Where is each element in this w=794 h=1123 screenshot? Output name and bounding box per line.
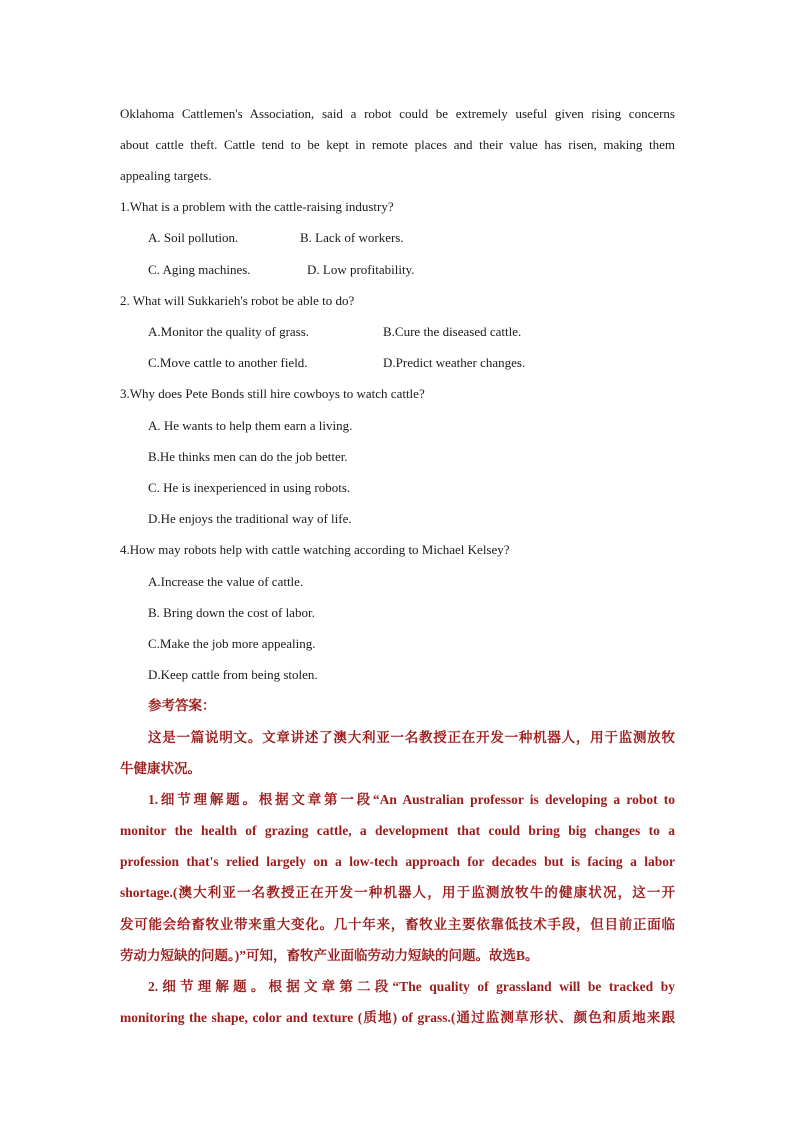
option-a: A. He wants to help them earn a living. bbox=[148, 418, 353, 433]
option-d: D.Predict weather changes. bbox=[383, 355, 526, 370]
option-c: C. He is inexperienced in using robots. bbox=[148, 480, 351, 495]
option-a: A.Increase the value of cattle. bbox=[148, 574, 304, 589]
option-row bbox=[148, 230, 404, 246]
option-c: C.Make the job more appealing. bbox=[148, 636, 316, 651]
explanation-line: monitor the health of grazing cattle, a development that could bring big changes to a bbox=[120, 823, 675, 838]
option-b: B.Cure the diseased cattle. bbox=[383, 324, 522, 339]
option-a: A. Soil pollution. bbox=[148, 230, 239, 245]
option-c: C. Aging machines. bbox=[148, 262, 251, 277]
option-row bbox=[148, 262, 415, 278]
question-stem: 4.How may robots help with cattle watching according to Michael Kelsey? bbox=[120, 542, 510, 557]
question-stem: 1.What is a problem with the cattle-raising industry? bbox=[120, 199, 394, 214]
option-d: D.He enjoys the traditional way of life. bbox=[148, 511, 352, 526]
option-d: D.Keep cattle from being stolen. bbox=[148, 667, 318, 682]
option-b: B.He thinks men can do the job better. bbox=[148, 449, 348, 464]
option-a: A.Monitor the quality of grass. bbox=[148, 324, 310, 339]
option-row bbox=[148, 324, 522, 340]
passage-line: Oklahoma Cattlemen's Association, said a robot could be extremely useful given rising concerns bbox=[120, 106, 675, 121]
option-b: B. Bring down the cost of labor. bbox=[148, 605, 315, 620]
explanation-line: 2.细节理解题。根据文章第二段“The quality of grassland will be tracked by bbox=[148, 979, 675, 994]
explanation-line: 1.细节理解题。根据文章第一段“An Australian professor is developing a robot to bbox=[148, 792, 675, 807]
answer-summary-line: 这是一篇说明文。文章讲述了澳大利亚一名教授正在开发一种机器人，用于监测放牧 bbox=[148, 730, 675, 745]
explanation-line: shortage.(澳大利亚一名教授正在开发一种机器人，用于监测放牧牛的健康状况，这一开 bbox=[120, 885, 675, 900]
passage-line: appealing targets. bbox=[120, 168, 212, 183]
explanation-line: monitoring the shape, color and texture (质地) of grass.(通过监测草形状、颜色和质地来跟 bbox=[120, 1010, 675, 1025]
answer-heading: 参考答案： bbox=[148, 698, 216, 713]
option-d: D. Low profitability. bbox=[307, 262, 415, 277]
explanation-line: 劳动力短缺的问题。)”可知，畜牧产业面临劳动力短缺的问题。故选B。 bbox=[120, 948, 539, 963]
option-b: B. Lack of workers. bbox=[300, 230, 404, 245]
option-row bbox=[148, 355, 526, 371]
question-stem: 3.Why does Pete Bonds still hire cowboys to watch cattle? bbox=[120, 386, 425, 401]
explanation-line: profession that's relied largely on a low-tech approach for decades but is facing a labor bbox=[120, 854, 675, 869]
answer-summary-line: 牛健康状况。 bbox=[120, 761, 201, 776]
passage-line: about cattle theft. Cattle tend to be kept in remote places and their value has risen, making them bbox=[120, 137, 675, 152]
question-stem: 2. What will Sukkarieh's robot be able to do? bbox=[120, 293, 355, 308]
option-c: C.Move cattle to another field. bbox=[148, 355, 308, 370]
explanation-line: 发可能会给畜牧业带来重大变化。几十年来，畜牧业主要依靠低技术手段，但目前正面临 bbox=[120, 917, 675, 932]
